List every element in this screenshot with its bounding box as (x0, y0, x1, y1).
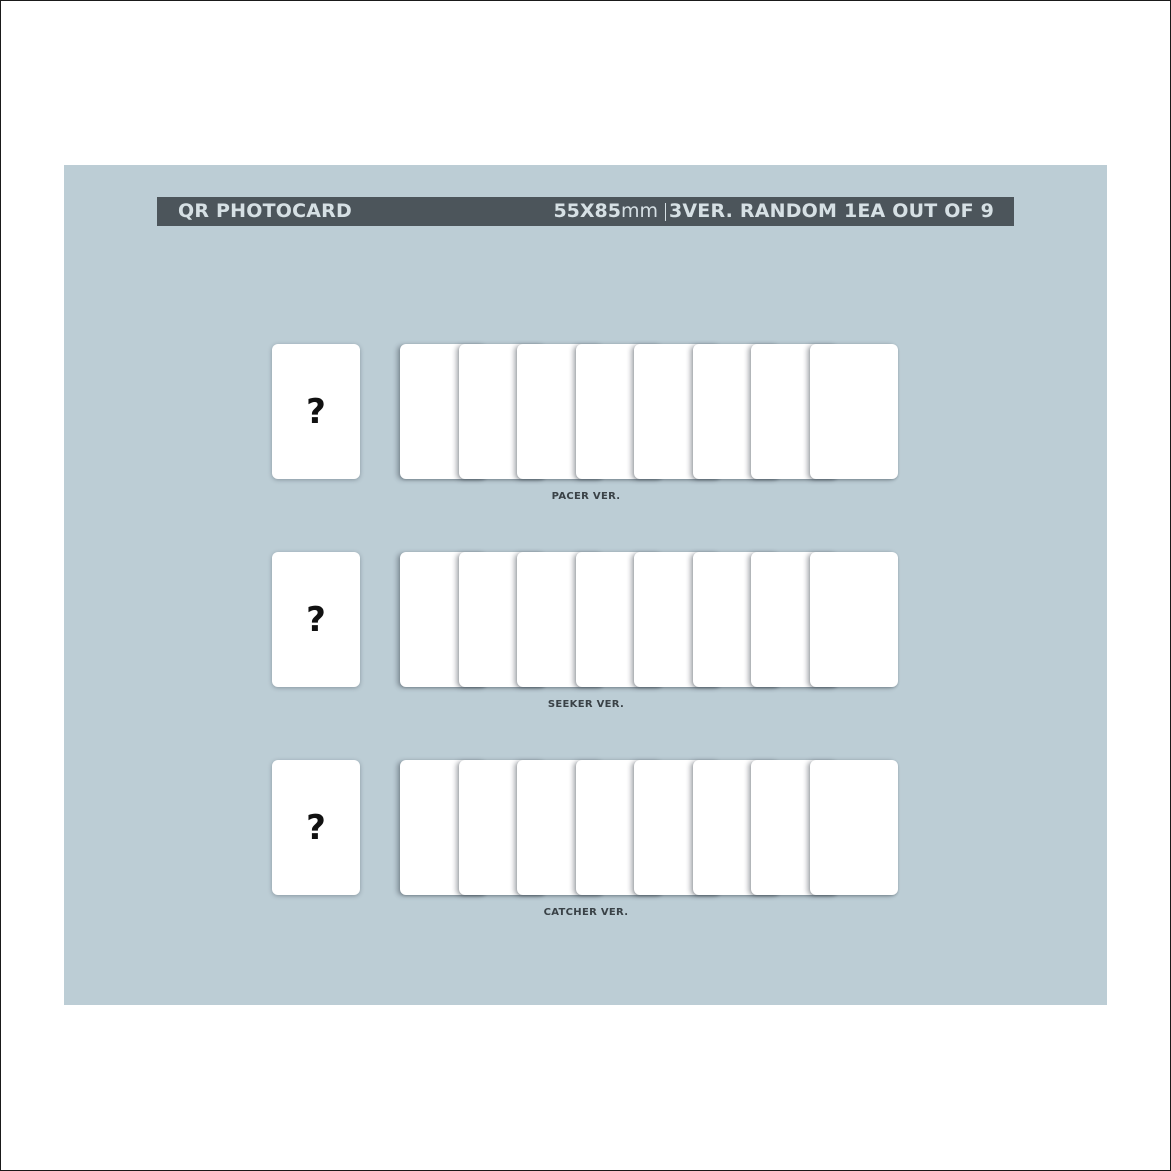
row-catcher (64, 760, 1107, 940)
question-mark: ? (306, 807, 326, 848)
version-label: CATCHER VER. (543, 907, 629, 918)
mystery-card (272, 760, 360, 895)
mystery-card (272, 344, 360, 479)
version-label: PACER VER. (551, 491, 621, 502)
photocard-8 (810, 760, 898, 895)
question-mark: ? (306, 599, 326, 640)
row-pacer (64, 344, 1107, 524)
title-bar (157, 197, 1014, 226)
row-seeker (64, 552, 1107, 732)
card-size-unit: mm (620, 200, 658, 222)
photocard-8 (810, 344, 898, 479)
mystery-card (272, 552, 360, 687)
title-text: QR PHOTOCARD (178, 200, 352, 222)
card-size-number: 55X85 (553, 200, 621, 222)
photocard-8 (810, 552, 898, 687)
version-label: SEEKER VER. (547, 699, 625, 710)
photocard-panel (64, 165, 1107, 1005)
title-detail: 3VER. RANDOM 1EA OUT OF 9 (668, 200, 994, 222)
title-divider (665, 203, 666, 221)
card-size (553, 200, 658, 222)
question-mark: ? (306, 391, 326, 432)
